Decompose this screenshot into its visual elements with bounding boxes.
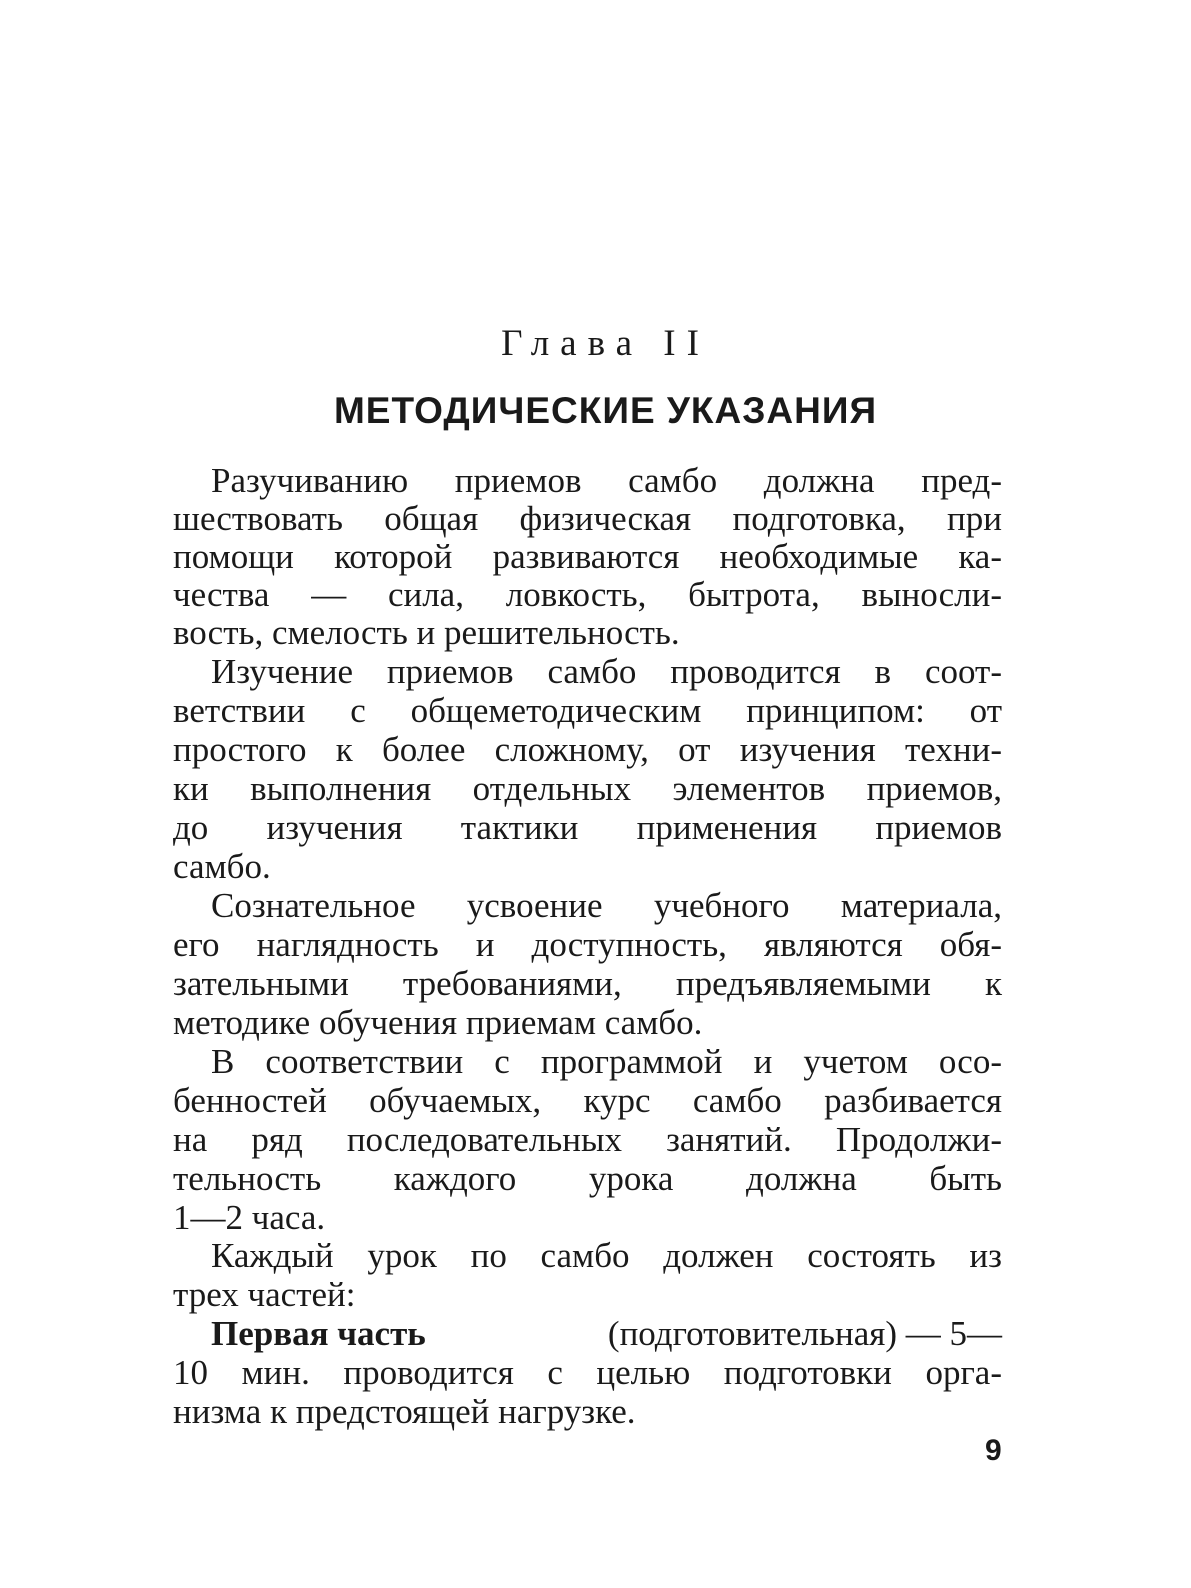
text-line: методике обучения приемам самбо. (173, 1003, 703, 1042)
text-line: ветствии с общеметодическим принципом: от (173, 691, 1002, 730)
text-line: до изучения тактики применения приемов (173, 808, 1002, 847)
text-line: низма к предстоящей нагрузке. (173, 1392, 636, 1431)
text-line-first-part (211, 1315, 1002, 1353)
text-line: трех частей: (173, 1275, 356, 1314)
text-line: Каждый урок по самбо должен состоять из (211, 1236, 1002, 1275)
bold-lead: Первая часть (211, 1314, 426, 1353)
text-line: зательными требованиями, предъявляемыми к (173, 964, 1002, 1003)
text-line: Сознательное усвоение учебного материала, (211, 886, 1002, 925)
section-title: МЕТОДИЧЕСКИЕ УКАЗАНИЯ (333, 390, 878, 431)
text-line: на ряд последовательных занятий. Продолжи- (173, 1120, 1002, 1159)
text-line: 1—2 часа. (173, 1198, 326, 1237)
text-line: помощи которой развиваются необходимые ка- (173, 537, 1002, 576)
chapter-heading: Глава II (501, 323, 710, 364)
text-line: 10 мин. проводится с целью подготовки орга- (173, 1353, 1002, 1392)
text-line: Разучиванию приемов самбо должна пред- (211, 461, 1002, 500)
text-line: бенностей обучаемых, курс самбо разбивается (173, 1081, 1002, 1120)
text-line: самбо. (173, 847, 271, 886)
text-line: простого к более сложному, от изучения техни- (173, 730, 1002, 769)
text-line: шествовать общая физическая подготовка, при (173, 499, 1002, 538)
text-line: его наглядность и доступность, являются обя- (173, 925, 1002, 964)
page-number: 9 (985, 1434, 1002, 1467)
text-line-rest: (подготовительная) — 5— (607, 1314, 1002, 1353)
text-line: тельность каждого урока должна быть (173, 1159, 1002, 1198)
text-line: чества — сила, ловкость, бытрота, выносли- (173, 575, 1002, 614)
text-line: ки выполнения отдельных элементов приемов, (173, 769, 1002, 808)
text-line: В соответствии с программой и учетом осо- (211, 1042, 1002, 1081)
text-line: вость, смелость и решительность. (173, 613, 680, 652)
text-line: Изучение приемов самбо проводится в соот- (211, 652, 1002, 691)
